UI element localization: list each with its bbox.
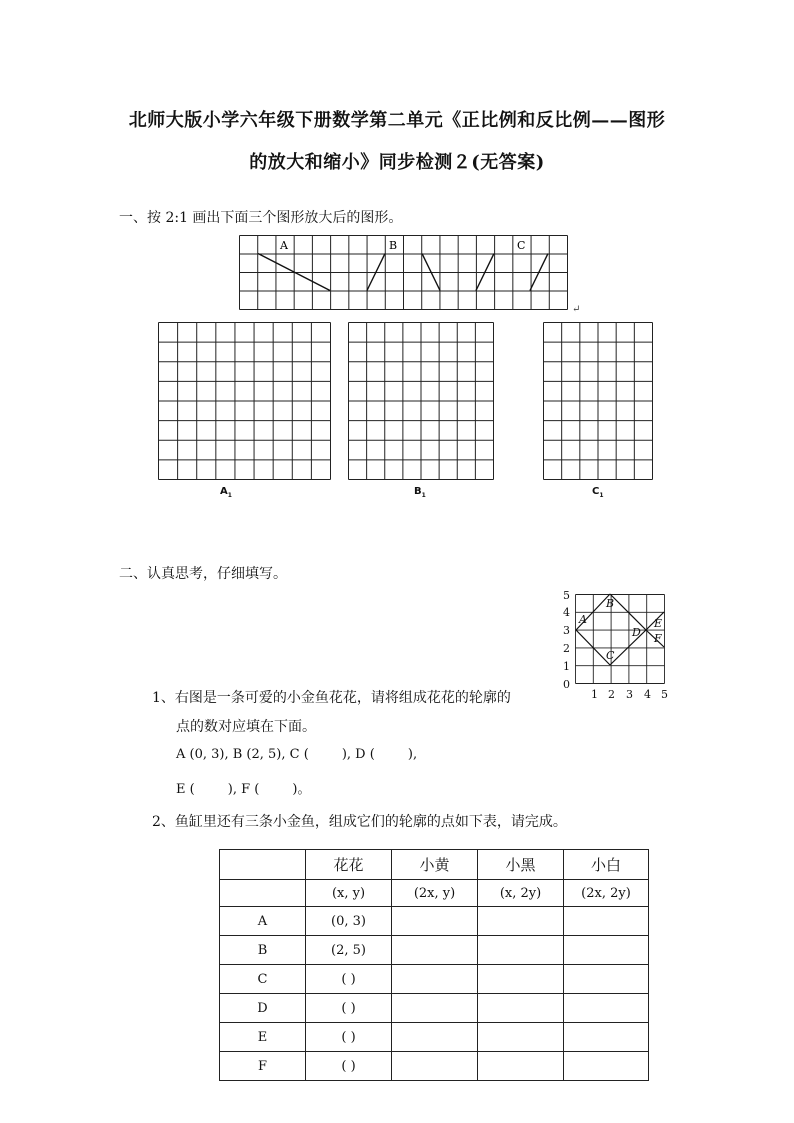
point-label-a: A xyxy=(579,613,587,626)
table-cell-xiaobai[interactable] xyxy=(564,994,649,1023)
fish-points-table xyxy=(219,849,649,1081)
table-header-cell: 小黑 xyxy=(478,850,564,880)
table-cell-huahua[interactable]: ( ) xyxy=(306,1023,392,1052)
page-title: 北师大版小学六年级下册数学第二单元《正比例和反比例——图形 xyxy=(128,110,666,131)
table-formula-cell: (2x, 2y) xyxy=(564,880,649,907)
table-cell-huahua[interactable]: ( ) xyxy=(306,965,392,994)
table-cell-xiaohuang[interactable] xyxy=(392,907,478,936)
table-cell-point: A xyxy=(220,907,306,936)
table-cell-xiaohuang[interactable] xyxy=(392,936,478,965)
return-mark: ↵ xyxy=(572,304,581,315)
grid-b1 xyxy=(347,321,497,483)
table-cell-xiaobai[interactable] xyxy=(564,965,649,994)
fish-outline xyxy=(576,594,664,665)
x-tick-4: 4 xyxy=(644,688,651,700)
y-tick-0: 0 xyxy=(563,678,570,691)
table-row xyxy=(220,1023,649,1052)
question1-line4: E ( ), F ( )。 xyxy=(176,782,311,797)
table-cell-xiaohei[interactable] xyxy=(478,907,564,936)
table-header-cell: 花花 xyxy=(306,850,392,880)
table-cell-xiaohei[interactable] xyxy=(478,936,564,965)
table-cell-xiaohuang[interactable] xyxy=(392,965,478,994)
original-figures-grid xyxy=(238,234,572,314)
figure-label-b: B xyxy=(389,239,398,252)
table-cell-xiaobai[interactable] xyxy=(564,1052,649,1081)
table-formula-cell: (x, 2y) xyxy=(478,880,564,907)
section1-heading: 一、按 2:1 画出下面三个图形放大后的图形。 xyxy=(119,210,403,226)
x-tick-1: 1 xyxy=(591,688,598,700)
table-cell-xiaohei[interactable] xyxy=(478,1023,564,1052)
x-tick-5: 5 xyxy=(661,688,668,700)
table-formula-cell: (x, y) xyxy=(306,880,392,907)
x-tick-2: 2 xyxy=(608,688,615,700)
table-cell-huahua[interactable]: ( ) xyxy=(306,994,392,1023)
question1-line3: A (0, 3), B (2, 5), C ( ), D ( ), xyxy=(176,747,418,762)
table-cell-xiaohuang[interactable] xyxy=(392,1023,478,1052)
table-cell-xiaohuang[interactable] xyxy=(392,1052,478,1081)
table-cell-huahua[interactable]: ( ) xyxy=(306,1052,392,1081)
table-cell-point: C xyxy=(220,965,306,994)
table-cell-huahua: (2, 5) xyxy=(306,936,392,965)
figure-label-c: C xyxy=(517,239,526,252)
grid-label-c1: $C_1$ xyxy=(592,486,604,499)
table-cell-xiaobai[interactable] xyxy=(564,907,649,936)
table-header-cell: 小白 xyxy=(564,850,649,880)
table-cell-xiaohei[interactable] xyxy=(478,965,564,994)
table-row xyxy=(220,994,649,1023)
point-label-f: F xyxy=(654,632,662,645)
grid-label-b1: $B_1$ xyxy=(414,486,426,499)
grid-a1 xyxy=(157,321,333,483)
table-row xyxy=(220,907,649,936)
table-cell-xiaobai[interactable] xyxy=(564,1023,649,1052)
table-header-cell: 小黄 xyxy=(392,850,478,880)
table-formula-cell xyxy=(220,880,306,907)
table-cell-xiaohei[interactable] xyxy=(478,994,564,1023)
section2-heading: 二、认真思考，仔细填写。 xyxy=(119,566,287,582)
point-label-b: B xyxy=(606,597,615,610)
table-row xyxy=(220,936,649,965)
page-title-line2: 的放大和缩小》同步检测２(无答案) xyxy=(249,152,545,173)
figure-label-a: A xyxy=(280,239,288,252)
y-tick-4: 4 xyxy=(563,606,570,619)
table-row xyxy=(220,965,649,994)
table-cell-xiaohuang[interactable] xyxy=(392,994,478,1023)
table-cell-point: D xyxy=(220,994,306,1023)
table-cell-xiaohei[interactable] xyxy=(478,1052,564,1081)
table-cell-point: B xyxy=(220,936,306,965)
y-tick-2: 2 xyxy=(563,642,570,655)
table-cell-point: E xyxy=(220,1023,306,1052)
grid-c1 xyxy=(542,321,654,483)
x-tick-3: 3 xyxy=(626,688,633,700)
coordinate-graph xyxy=(560,585,676,700)
table-formula-row xyxy=(220,880,649,907)
table-header-cell xyxy=(220,850,306,880)
grid-label-a1: $A_1$ xyxy=(220,486,232,499)
table-cell-xiaobai[interactable] xyxy=(564,936,649,965)
question1-line2: 点的数对应填在下面。 xyxy=(176,719,316,735)
table-formula-cell: (2x, y) xyxy=(392,880,478,907)
y-tick-5: 5 xyxy=(563,589,570,602)
point-label-c: C xyxy=(606,649,615,662)
table-header-row xyxy=(220,850,649,880)
point-label-e: E xyxy=(654,617,663,630)
table-cell-point: F xyxy=(220,1052,306,1081)
y-tick-3: 3 xyxy=(563,624,570,637)
table-row xyxy=(220,1052,649,1081)
question1-line1: 1、右图是一条可爱的小金鱼花花，请将组成花花的轮廓的 xyxy=(152,690,511,706)
y-tick-1: 1 xyxy=(563,660,570,673)
table-cell-huahua: (0, 3) xyxy=(306,907,392,936)
point-label-d: D xyxy=(632,626,641,639)
question2-text: 2、鱼缸里还有三条小金鱼，组成它们的轮廓的点如下表，请完成。 xyxy=(152,814,567,830)
